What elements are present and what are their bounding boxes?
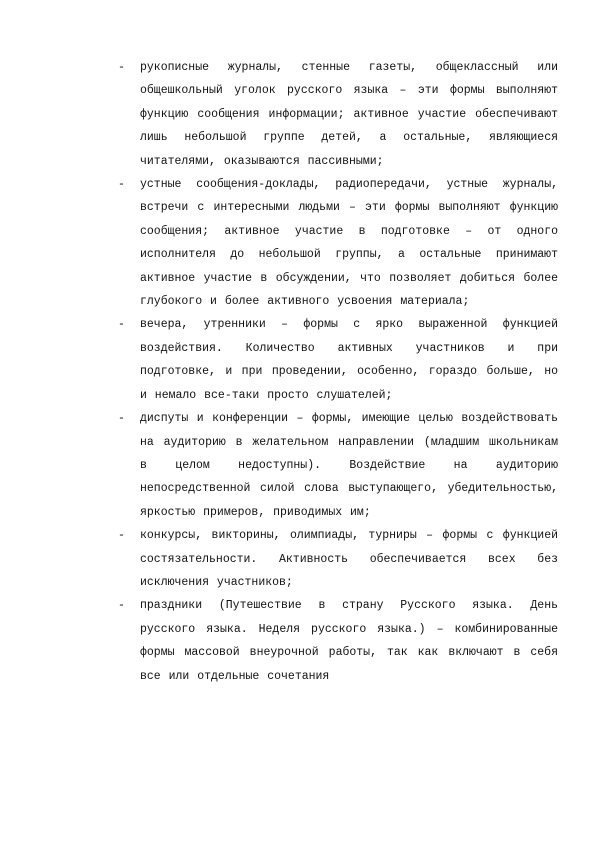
list-item <box>118 56 558 173</box>
list-item <box>118 594 558 688</box>
list-item-text: диспуты и конференции – формы, имеющие целью воздействовать на аудиторию в желательном направлении (младшим школьникам в целом недоступны). Воздействие на аудиторию непосредственной силой слова выступающего, убедительностью, яркостью примеров, приводимых им; <box>140 412 558 519</box>
list-marker: - <box>118 318 125 332</box>
list-marker: - <box>118 61 125 74</box>
list-item-text: устные сообщения-доклады, радиопередачи, устные журналы, встречи с интересными людьми – эти формы выполняют функцию сообщения; активное участие в подготовке – от одного исполнителя до небольшой группы, а остальные принимают активное участие в обсуждении, что позволяет добиться более глубокого и более активного усвоения материала; <box>140 178 558 309</box>
forms-list <box>118 56 558 688</box>
list-marker: - <box>118 412 125 426</box>
list-item-text: рукописные журналы, стенные газеты, общеклассный или общешкольный уголок русского языка – эти формы выполняют функцию сообщения информации; активное участие обеспечивают лишь небольшой группе детей, а остальные, являющиеся читателями, оказываются пассивными; <box>140 61 558 168</box>
list-marker: - <box>118 178 125 192</box>
list-item <box>118 407 558 524</box>
list-item-text: конкурсы, викторины, олимпиады, турниры – формы с функцией состязательности. Активность обеспечивается всех без исключения участников; <box>140 529 558 589</box>
list-item <box>118 313 558 407</box>
list-item <box>118 524 558 594</box>
list-item-text: вечера, утренники – формы с ярко выраженной функцией воздействия. Количество активных участников и при подготовке, и при проведении, особенно, гораздо больше, но и немало все-таки просто слушателей; <box>140 318 558 402</box>
list-marker: - <box>118 529 125 543</box>
list-marker: - <box>118 599 125 613</box>
list-item-text: праздники (Путешествие в страну Русского языка. День русского языка. Неделя русского языка.) – комбинированные формы массовой внеурочной работы, так как включают в себя все или отдельные сочетания <box>140 599 558 683</box>
list-item <box>118 173 558 313</box>
